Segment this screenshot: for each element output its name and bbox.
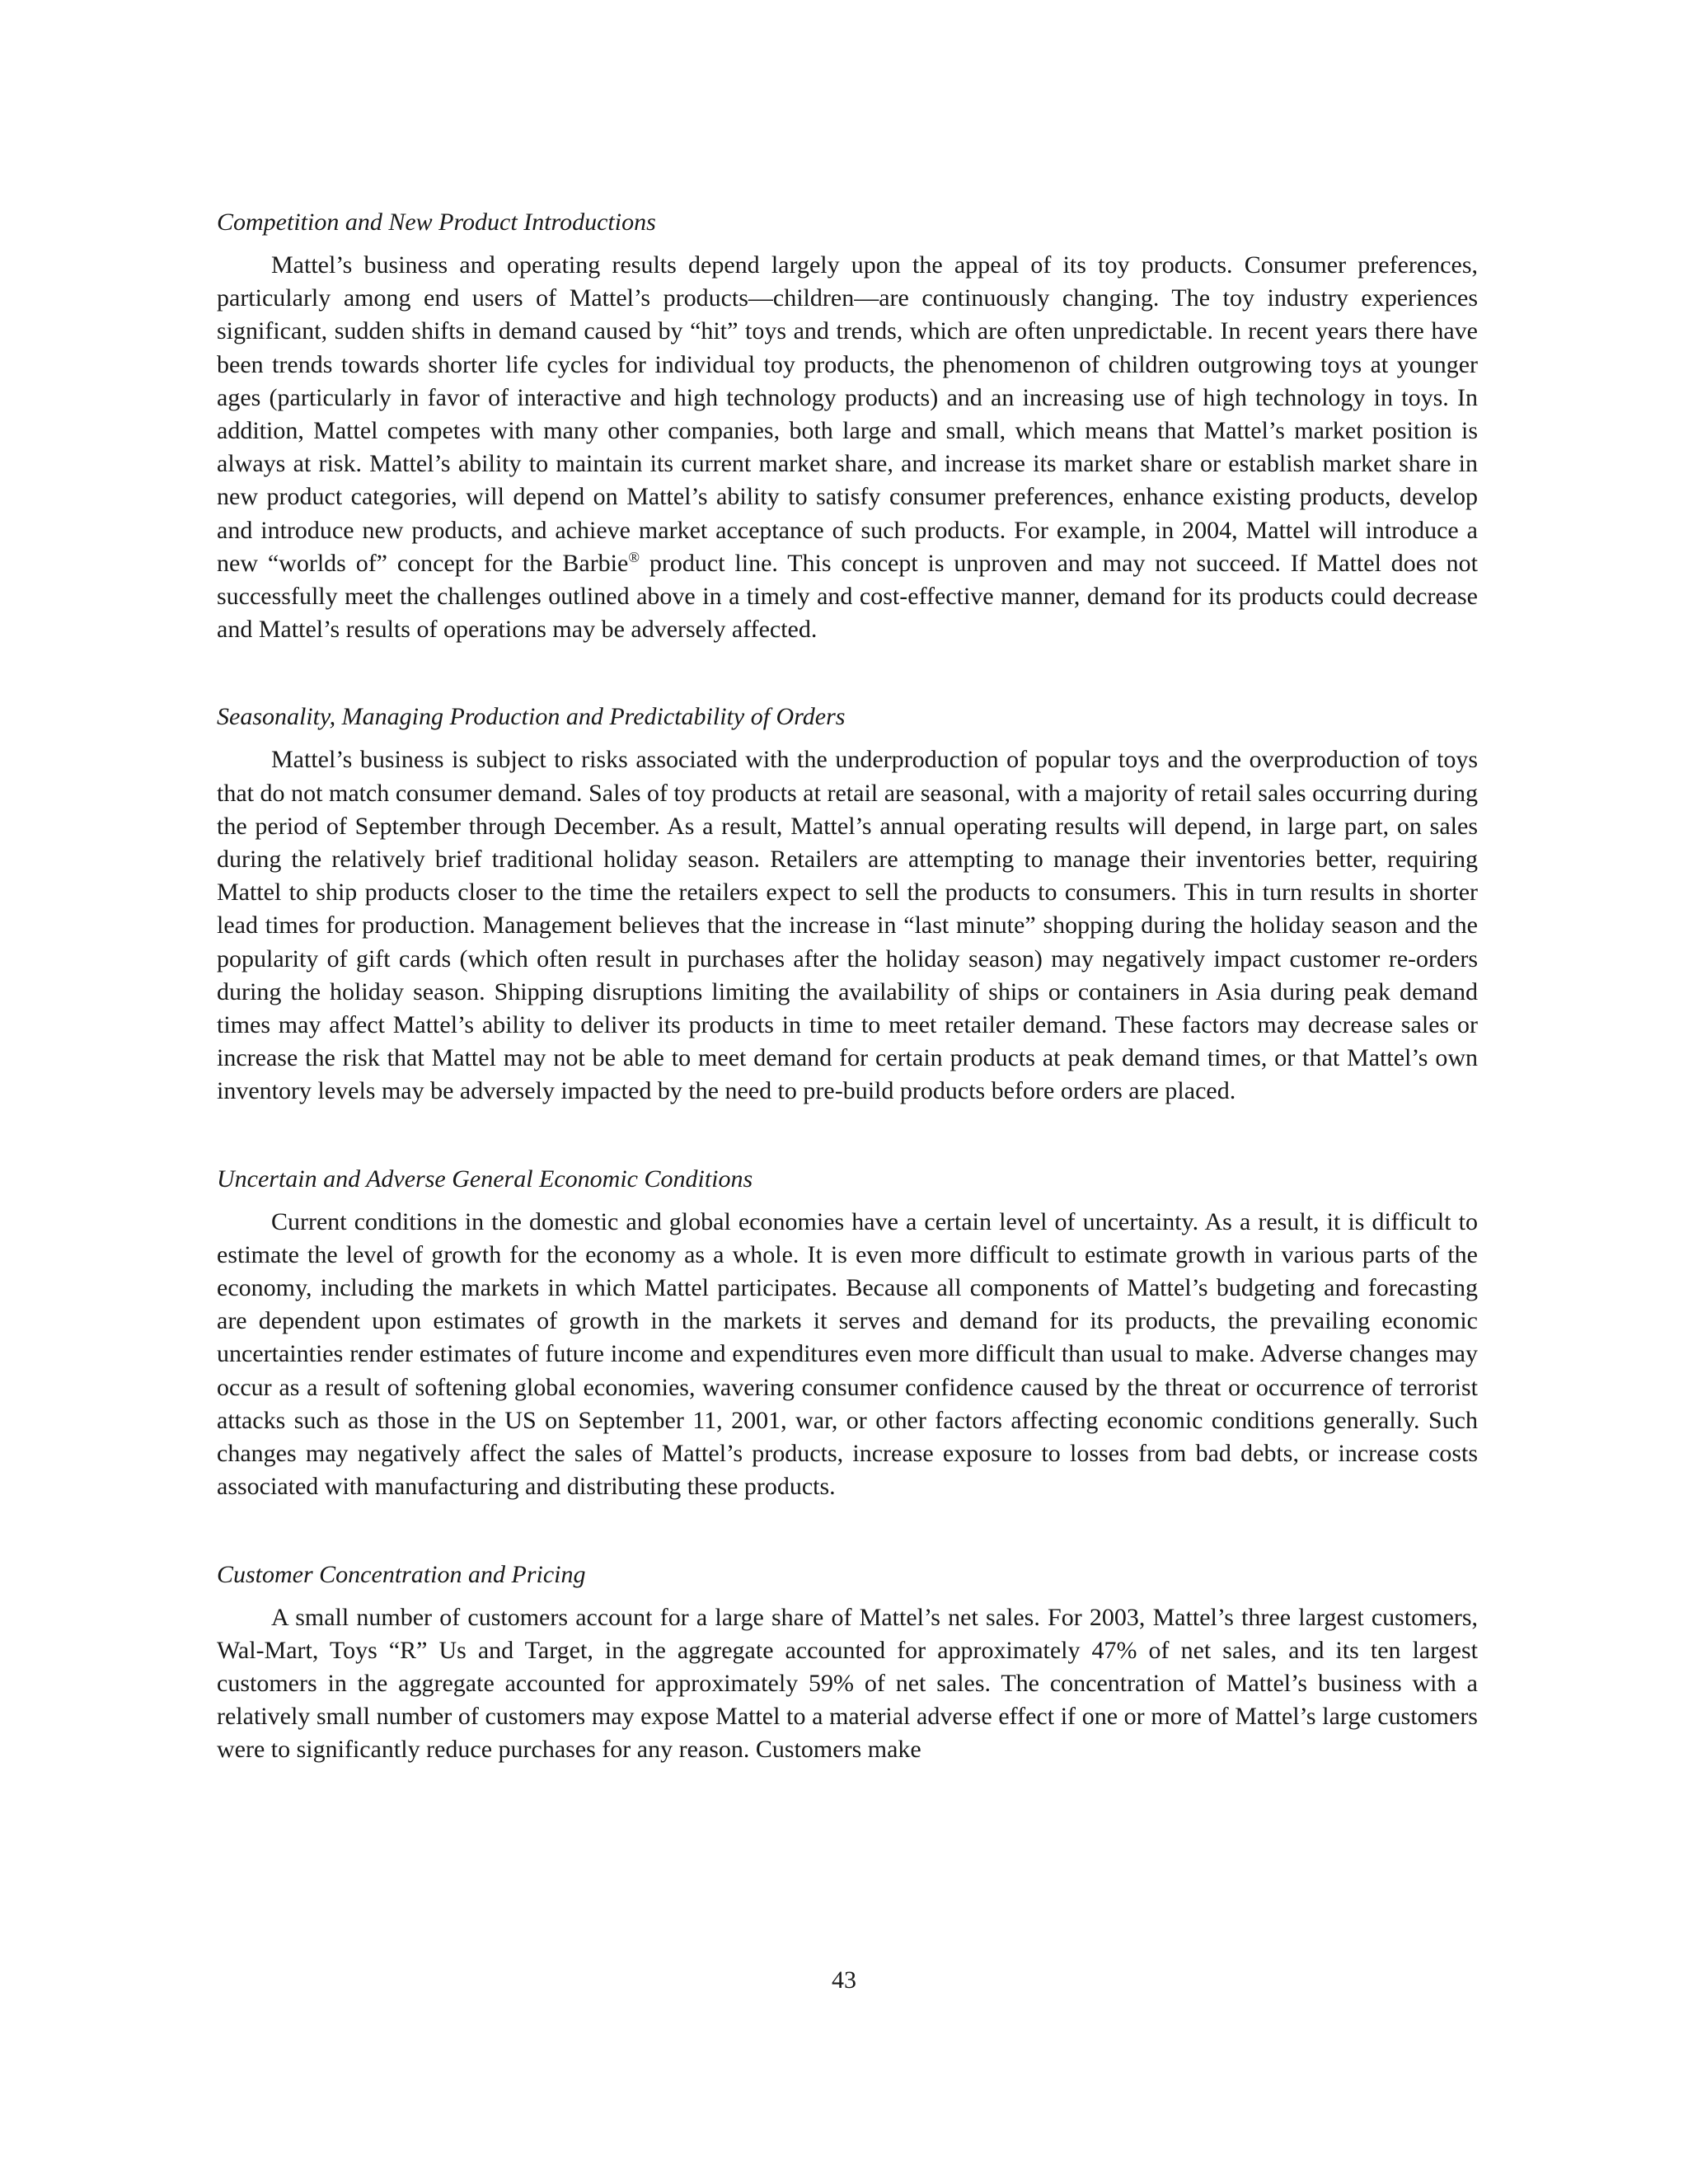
section-paragraph: A small number of customers account for a large share of Mattel’s net sales. For 2003, Mattel’s three largest customers, Wal-Mart, Toys “R” Us and Target, in the aggregate accounted for approximately 47% of net sales, and its ten largest customers in the aggregate accounted for approximately 59% of net sales. The concentration of Mattel’s business with a relatively small number of customers may expose Mattel to a material adverse effect if one or more of Mattel’s large customers were to significantly reduce purchases for any reason. Customers make	[217, 1603, 1478, 1764]
registered-mark: ®	[628, 548, 640, 565]
section-heading: Uncertain and Adverse General Economic Conditions	[217, 1165, 753, 1193]
section-competition	[217, 206, 1478, 646]
section-seasonality	[217, 701, 1478, 1108]
page-number: 43	[832, 1966, 856, 1994]
section-heading: Competition and New Product Introductions	[217, 209, 656, 236]
section-paragraph: Mattel’s business and operating results depend largely upon the appeal of its toy products. Consumer preferences, particularly among end users of Mattel’s products—children—are continuously changing. The toy industry experiences significant, sudden shifts in demand caused by “hit” toys and trends, which are often unpredictable. In recent years there have been trends towards shorter life cycles for individual toy products, the phenomenon of children outgrowing toys at younger ages (particularly in favor of interactive and high technology products) and an increasing use of high technology in toys. In addition, Mattel competes with many other companies, both large and small, which means that Mattel’s market position is always at risk. Mattel’s ability to maintain its current market share, and increase its market share or establish market share in new product categories, will depend on Mattel’s ability to satisfy consumer preferences, enhance existing products, develop and introduce new products, and achieve market acceptance of such products. For example, in 2004, Mattel will introduce a new “worlds of” concept for the Barbie® product line. This concept is unproven and may not succeed. If Mattel does not successfully meet the challenges outlined above in a timely and cost-effective manner, demand for its products could decrease and Mattel’s results of operations may be adversely affected.	[217, 251, 1478, 644]
section-customer-concentration	[217, 1558, 1478, 1767]
section-heading: Seasonality, Managing Production and Predictability of Orders	[217, 703, 846, 731]
section-economic-conditions	[217, 1163, 1478, 1504]
section-paragraph: Current conditions in the domestic and global economies have a certain level of uncertainty. As a result, it is difficult to estimate the level of growth for the economy as a whole. It is even more difficult to estimate growth in various parts of the economy, including the markets in which Mattel participates. Because all components of Mattel’s budgeting and forecasting are dependent upon estimates of growth in the markets it serves and demand for its products, the prevailing economic uncertainties render estimates of future income and expenditures even more difficult than usual to make. Adverse changes may occur as a result of softening global economies, wavering consumer confidence caused by the threat or occurrence of terrorist attacks such as those in the US on September 11, 2001, war, or other factors affecting economic conditions generally. Such changes may negatively affect the sales of Mattel’s products, increase exposure to losses from bad debts, or increase costs associated with manufacturing and distributing these products.	[217, 1207, 1478, 1501]
document-page	[217, 206, 1478, 1767]
section-paragraph: Mattel’s business is subject to risks associated with the underproduction of popular toys and the overproduction of toys that do not match consumer demand. Sales of toy products at retail are seasonal, with a majority of retail sales occurring during the period of September through December. As a result, Mattel’s annual operating results will depend, in large part, on sales during the relatively brief traditional holiday season. Retailers are attempting to manage their inventories better, requiring Mattel to ship products closer to the time the retailers expect to sell the products to consumers. This in turn results in shorter lead times for production. Management believes that the increase in “last minute” shopping during the holiday season and the popularity of gift cards (which often result in purchases after the holiday season) may negatively impact customer re-orders during the holiday season. Shipping disruptions limiting the availability of ships or containers in Asia during peak demand times may affect Mattel’s ability to deliver its products in time to meet retailer demand. These factors may decrease sales or increase the risk that Mattel may not be able to meet demand for certain products at peak demand times, or that Mattel’s own inventory levels may be adversely impacted by the need to pre-build products before orders are placed.	[217, 746, 1478, 1105]
section-heading: Customer Concentration and Pricing	[217, 1560, 586, 1588]
